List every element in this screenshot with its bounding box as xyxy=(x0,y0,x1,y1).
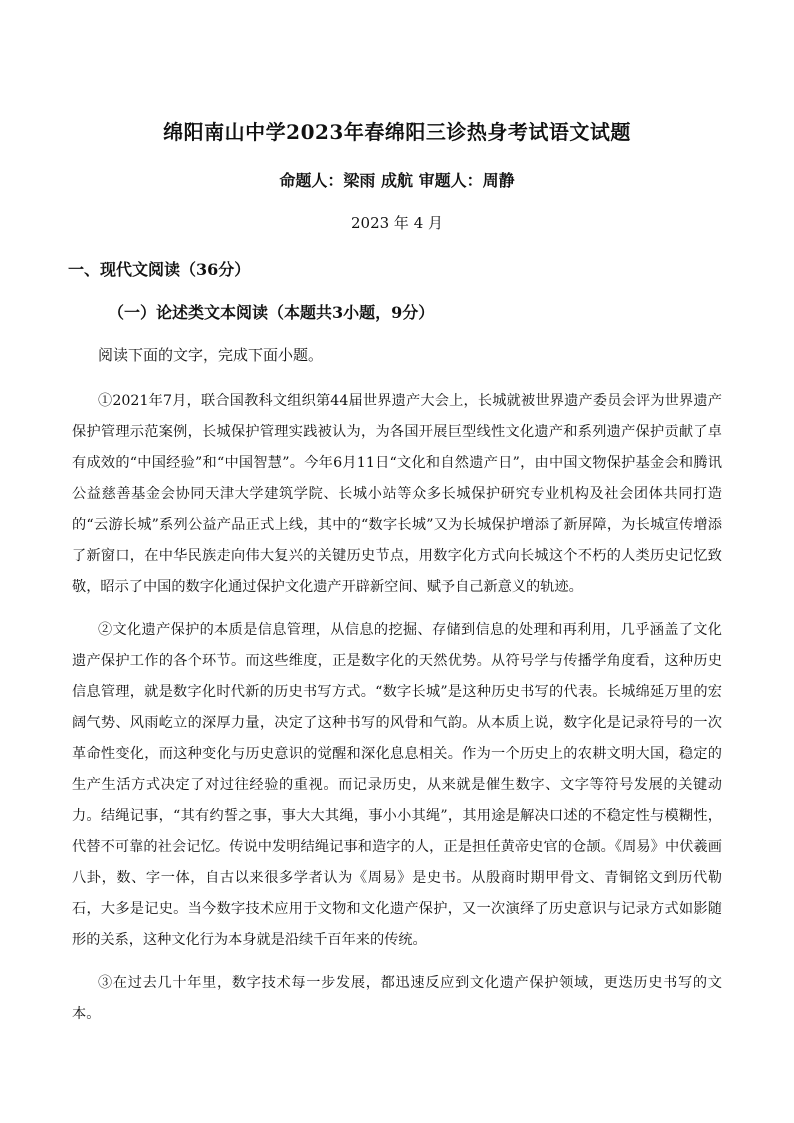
passage-paragraph-2: ②文化遗产保护的本质是信息管理，从信息的挖掘、存储到信息的处理和再利用，几乎涵盖了文化遗产保护工作的各个环节。而这些维度，正是数字化的天然优势。从符号学与传播学角度看，这种历史信息管理，就是数字化时代新的历史书写方式。“数字长城”是这种历史书写的代表。长城绵延万里的宏阔气势、风雨屹立的深厚力量，决定了这种书写的风骨和气韵。从本质上说，数字化是记录符号的一次革命性变化，而这种变化与历史意识的觉醒和深化息息相关。作为一个历史上的农耕文明大国，稳定的生产生活方式决定了对过往经验的重视。而记录历史，从来就是催生数字、文字等符号发展的关键动力。结绳记事，“其有约誓之事，事大大其绳，事小小其绳”，其用途是解决口述的不稳定性与模糊性，代替不可靠的社会记忆。传说中发明结绳记事和造字的人，正是担任黄帝史官的仓颉。《周易》中伏羲画八卦，数、字一体，自古以来很多学者认为《周易》是史书。从殷商时期甲骨文、青铜铭文到历代勒石，大多是记史。当今数字技术应用于文物和文化遗产保护，又一次演绎了历史意识与记录方式如影随形的关系，这种文化行为本身就是沿续千百年来的传统。 xyxy=(72,622,722,948)
exam-date: 2023 年 4 月 xyxy=(350,214,444,232)
exam-title: 绵阳南山中学2023年春绵阳三诊热身考试语文试题 xyxy=(163,120,631,144)
authors-line: 命题人：梁雨 成航 审题人：周静 xyxy=(279,171,515,190)
passage-paragraph-1: ①2021年7月，联合国教科文组织第44届世界遗产大会上，长城就被世界遗产委员会评为世界遗产保护管理示范案例，长城保护管理实践被认为，为各国开展巨型线性文化遗产和系列遗产保护贡献了卓有成效的“中国经验”和“中国智慧”。今年6月11日“文化和自然遗产日”，由中国文物保护基金会和腾讯公益慈善基金会协同天津大学建筑学院、长城小站等众多长城保护研究专业机构及社会团体共同打造的“云游长城”系列公益产品正式上线，其中的“数字长城”又为长城保护增添了新屏障，为长城宣传增添了新窗口，在中华民族走向伟大复兴的关键历史节点，用数字化方式向长城这个不朽的人类历史记忆致敬，昭示了中国的数字化通过保护文化遗产开辟新空间、赋予自己新意义的轨迹。 xyxy=(72,393,722,595)
section-heading: 一、现代文阅读（36分） xyxy=(68,260,251,279)
reading-instruction: 阅读下面的文字，完成下面小题。 xyxy=(98,346,324,364)
passage-paragraph-3: ③在过去几十年里，数字技术每一步发展，都迅速反应到文化遗产保护领域，更迭历史书写的文本。 xyxy=(72,975,722,1022)
subsection-heading: （一）论述类文本阅读（本题共3小题，9分） xyxy=(108,303,435,322)
